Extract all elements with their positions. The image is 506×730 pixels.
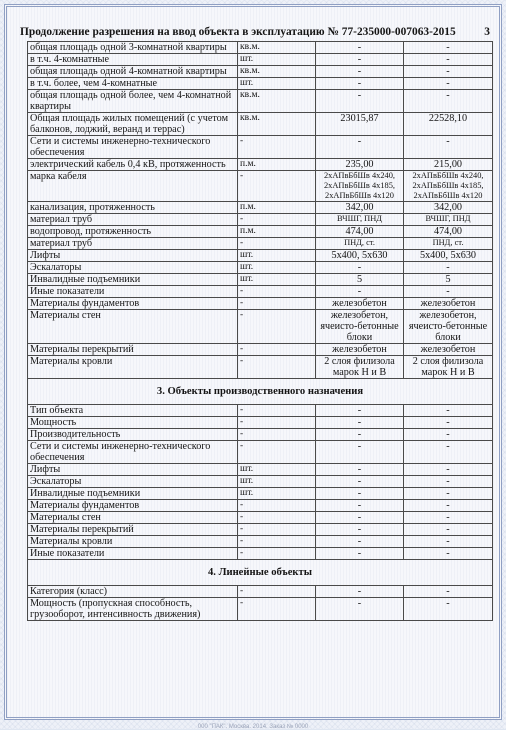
unit-cell: - [238,171,316,202]
project-value-cell: - [316,42,404,54]
row-name-cell: водопровод, протяженность [28,226,238,238]
project-value-cell: - [316,78,404,90]
project-value-cell: 342,00 [316,202,404,214]
table-row [28,405,493,417]
unit-cell: - [238,286,316,298]
actual-value-cell: 5х400, 5х630 [404,250,493,262]
table-row [28,54,493,66]
unit-cell: - [238,548,316,560]
actual-value-cell: - [404,476,493,488]
table-row [28,90,493,113]
unit-cell: - [238,238,316,250]
project-value-cell: - [316,54,404,66]
project-value-cell: - [316,417,404,429]
unit-cell: - [238,536,316,548]
row-name-cell: Материалы перекрытий [28,524,238,536]
unit-cell: - [238,214,316,226]
unit-cell: кв.м. [238,90,316,113]
row-name-cell: Инвалидные подъемники [28,274,238,286]
unit-cell: - [238,344,316,356]
section-3-title: 3. Объекты производственного назначения [28,379,493,405]
actual-value-cell: - [404,42,493,54]
unit-cell: - [238,598,316,621]
actual-value-cell: - [404,262,493,274]
actual-value-cell: 342,00 [404,202,493,214]
project-value-cell: - [316,464,404,476]
row-name-cell: Эскалаторы [28,262,238,274]
unit-cell: шт. [238,54,316,66]
project-value-cell: 2 слоя филизола марок Н и В [316,356,404,379]
table-row [28,286,493,298]
unit-cell: шт. [238,464,316,476]
row-name-cell: Материалы фундаментов [28,298,238,310]
actual-value-cell: 22528,10 [404,113,493,136]
project-value-cell: железобетон [316,344,404,356]
actual-value-cell: - [404,512,493,524]
unit-cell: п.м. [238,202,316,214]
unit-cell: - [238,524,316,536]
unit-cell: шт. [238,488,316,500]
row-name-cell: Иные показатели [28,548,238,560]
actual-value-cell: - [404,488,493,500]
section-heading-row [28,379,493,405]
unit-cell: кв.м. [238,42,316,54]
row-name-cell: Иные показатели [28,286,238,298]
project-value-cell: - [316,536,404,548]
actual-value-cell: - [404,500,493,512]
row-name-cell: Материалы фундаментов [28,500,238,512]
actual-value-cell: ПНД, ст. [404,238,493,250]
actual-value-cell: - [404,441,493,464]
actual-value-cell: - [404,136,493,159]
row-name-cell: марка кабеля [28,171,238,202]
project-value-cell: - [316,476,404,488]
row-name-cell: общая площадь одной 4-комнатной квартиры [28,66,238,78]
table-row [28,500,493,512]
unit-cell: - [238,441,316,464]
project-value-cell: 2хАПвБбШв 4х240, 2хАПвБбШв 4х185, 2хАПвБбШв 4х120 [316,171,404,202]
unit-cell: п.м. [238,226,316,238]
header-title: Продолжение разрешения на ввод объекта в эксплуатацию № 77-235000-007063-2015 [20,26,456,38]
unit-cell: - [238,429,316,441]
table-row [28,586,493,598]
actual-value-cell: железобетон, ячеисто-бетонные блоки [404,310,493,344]
actual-value-cell: 2 слоя филизола марок Н и В [404,356,493,379]
row-name-cell: Материалы стен [28,310,238,344]
project-value-cell: - [316,429,404,441]
actual-value-cell: 474,00 [404,226,493,238]
table-row [28,298,493,310]
actual-value-cell: - [404,405,493,417]
unit-cell: - [238,586,316,598]
actual-value-cell: - [404,548,493,560]
row-name-cell: материал труб [28,238,238,250]
project-value-cell: - [316,500,404,512]
row-name-cell: Материалы перекрытий [28,344,238,356]
table-row [28,356,493,379]
row-name-cell: Материалы кровли [28,536,238,548]
unit-cell: - [238,136,316,159]
actual-value-cell: - [404,66,493,78]
actual-value-cell: - [404,78,493,90]
project-value-cell: - [316,66,404,78]
actual-value-cell: - [404,586,493,598]
row-name-cell: Мощность [28,417,238,429]
table-row [28,548,493,560]
actual-value-cell: - [404,417,493,429]
project-value-cell: - [316,586,404,598]
project-value-cell: 235,00 [316,159,404,171]
table-row [28,136,493,159]
row-name-cell: Общая площадь жилых помещений (с учетом балконов, лоджий, веранд и террас) [28,113,238,136]
table-row [28,78,493,90]
table-row [28,476,493,488]
unit-cell: шт. [238,262,316,274]
actual-value-cell: - [404,598,493,621]
row-name-cell: Сети и системы инженерно-технического обеспечения [28,136,238,159]
row-name-cell: Лифты [28,464,238,476]
unit-cell: шт. [238,476,316,488]
project-value-cell: - [316,286,404,298]
project-value-cell: - [316,136,404,159]
project-value-cell: - [316,598,404,621]
table-row [28,524,493,536]
actual-value-cell: - [404,464,493,476]
actual-value-cell: 215,00 [404,159,493,171]
actual-value-cell: - [404,90,493,113]
table-row [28,441,493,464]
project-value-cell: - [316,405,404,417]
table-row [28,159,493,171]
project-value-cell: 5 [316,274,404,286]
unit-cell: кв.м. [238,113,316,136]
permit-table [27,41,493,621]
row-name-cell: Производительность [28,429,238,441]
unit-cell: - [238,405,316,417]
row-name-cell: общая площадь одной более, чем 4-комнатной квартиры [28,90,238,113]
table-row [28,214,493,226]
row-name-cell: материал труб [28,214,238,226]
project-value-cell: 5х400, 5х630 [316,250,404,262]
unit-cell: шт. [238,78,316,90]
row-name-cell: канализация, протяженность [28,202,238,214]
table-row [28,512,493,524]
row-name-cell: общая площадь одной 3-комнатной квартиры [28,42,238,54]
project-value-cell: - [316,441,404,464]
project-value-cell: - [316,524,404,536]
project-value-cell: - [316,262,404,274]
row-name-cell: Лифты [28,250,238,262]
row-name-cell: электрический кабель 0,4 кВ, протяженность [28,159,238,171]
actual-value-cell: железобетон [404,344,493,356]
project-value-cell: - [316,488,404,500]
table-row [28,226,493,238]
section-4-title: 4. Линейные объекты [28,560,493,586]
actual-value-cell: 2хАПвБбШв 4х240, 2хАПвБбШв 4х185, 2хАПвБбШв 4х120 [404,171,493,202]
actual-value-cell: 5 [404,274,493,286]
page-number: 3 [484,26,490,38]
actual-value-cell: ВЧШГ, ПНД [404,214,493,226]
actual-value-cell: - [404,54,493,66]
project-value-cell: железобетон [316,298,404,310]
table-row [28,417,493,429]
unit-cell: кв.м. [238,66,316,78]
row-name-cell: Эскалаторы [28,476,238,488]
actual-value-cell: - [404,524,493,536]
project-value-cell: - [316,512,404,524]
table-row [28,598,493,621]
table-row [28,344,493,356]
actual-value-cell: железобетон [404,298,493,310]
row-name-cell: Сети и системы инженерно-технического обеспечения [28,441,238,464]
project-value-cell: - [316,90,404,113]
unit-cell: шт. [238,250,316,262]
actual-value-cell: - [404,536,493,548]
project-value-cell: ПНД, ст. [316,238,404,250]
row-name-cell: Мощность (пропускная способность, грузооборот, интенсивность движения) [28,598,238,621]
unit-cell: шт. [238,274,316,286]
table-row [28,310,493,344]
project-value-cell: 474,00 [316,226,404,238]
print-footer: 000 "ПАК". Москва. 2014. Заказ № 0000 [197,724,309,730]
table-row [28,536,493,548]
unit-cell: - [238,310,316,344]
unit-cell: - [238,298,316,310]
table-row [28,113,493,136]
row-name-cell: в т.ч. 4-комнатные [28,54,238,66]
unit-cell: п.м. [238,159,316,171]
table-row [28,488,493,500]
actual-value-cell: - [404,429,493,441]
row-name-cell: Материалы кровли [28,356,238,379]
unit-cell: - [238,512,316,524]
unit-cell: - [238,417,316,429]
row-name-cell: Инвалидные подъемники [28,488,238,500]
project-value-cell: железобетон, ячеисто-бетонные блоки [316,310,404,344]
table-row [28,42,493,54]
table-row [28,250,493,262]
table-row [28,238,493,250]
table-row [28,274,493,286]
table-row [28,171,493,202]
unit-cell: - [238,356,316,379]
page-header [20,24,490,41]
table-row [28,202,493,214]
table-row [28,262,493,274]
row-name-cell: Материалы стен [28,512,238,524]
row-name-cell: в т.ч. более, чем 4-комнатные [28,78,238,90]
project-value-cell: 23015,87 [316,113,404,136]
section-heading-row [28,560,493,586]
unit-cell: - [238,500,316,512]
actual-value-cell: - [404,286,493,298]
row-name-cell: Категория (класс) [28,586,238,598]
project-value-cell: - [316,548,404,560]
row-name-cell: Тип объекта [28,405,238,417]
project-value-cell: ВЧШГ, ПНД [316,214,404,226]
table-row [28,464,493,476]
table-row [28,429,493,441]
table-row [28,66,493,78]
